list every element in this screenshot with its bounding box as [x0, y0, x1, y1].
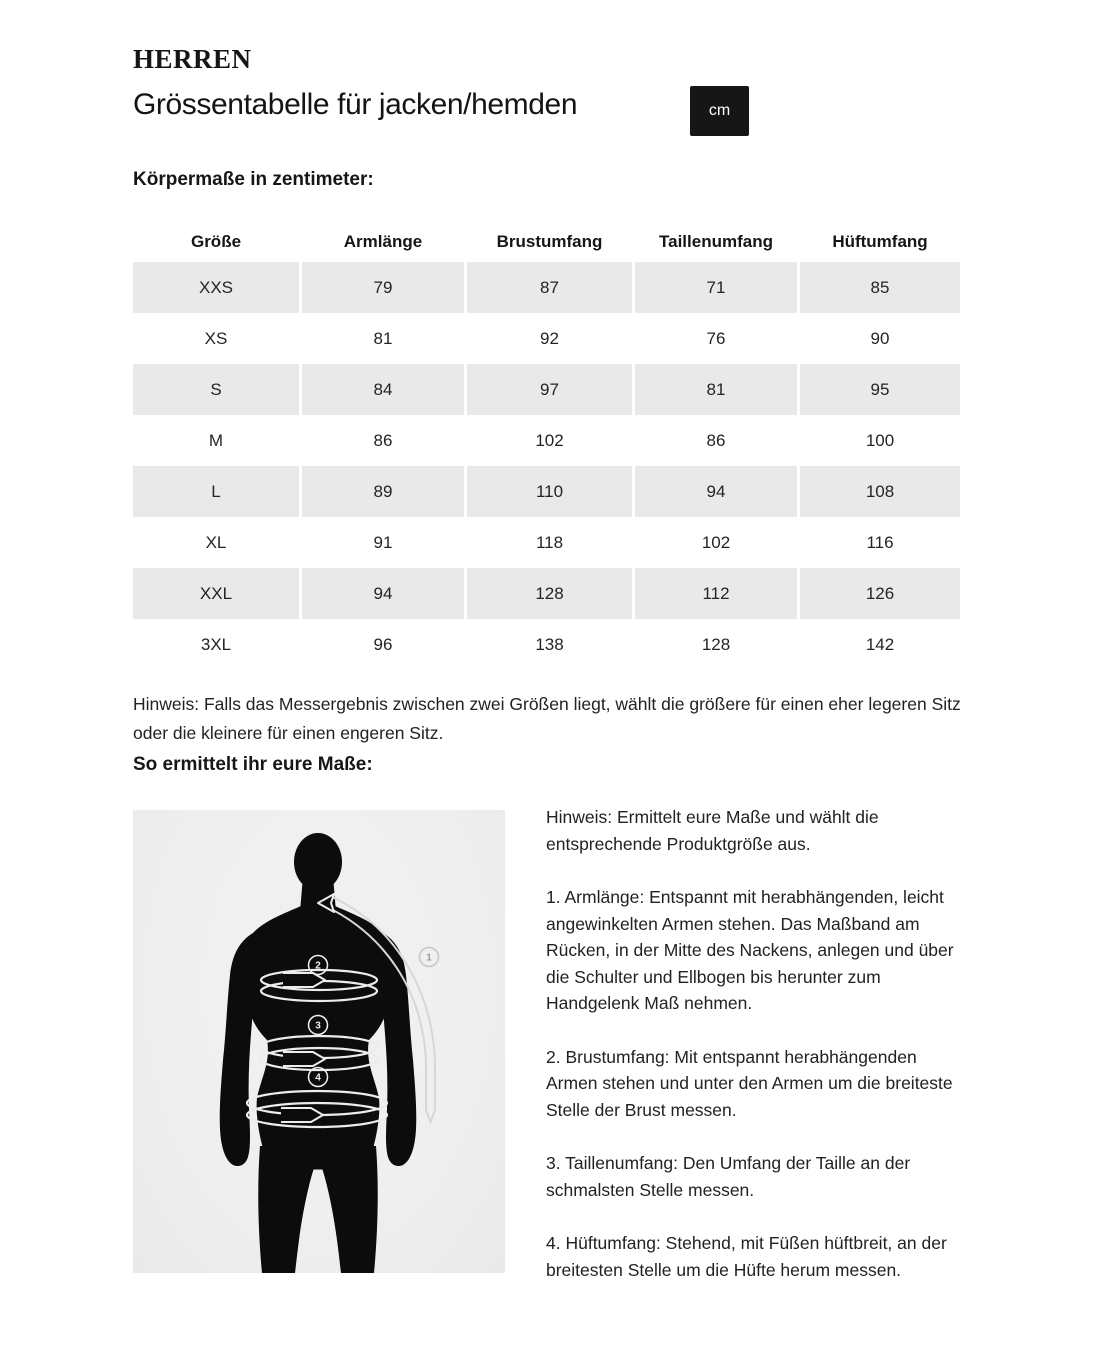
size-label: XXS [133, 262, 299, 313]
body-silhouette [220, 833, 417, 1273]
waist-value: 102 [701, 532, 731, 552]
waist-value: 71 [635, 262, 797, 313]
instruction-step-arm-length: 1. Armlänge: Entspannt mit herabhängenden, leicht angewinkelten Armen stehen. Das Maßband am Rücken, in der Mitte des Nackens, anlegen und über die Schulter und Ellbogen bis herunter zum Handgelenk Maß nehmen. [546, 887, 954, 1013]
table-row-l [133, 466, 961, 517]
marker-3-label: 3 [315, 1020, 321, 1032]
waist-value: 86 [706, 430, 726, 450]
chest-value: 138 [535, 634, 564, 654]
chest-value: 92 [540, 328, 559, 348]
size-label: L [133, 466, 299, 517]
sizing-note: Hinweis: Falls das Messergebnis zwischen zwei Größen liegt, wählt die größere für einen eher legeren Sitz oder die kleinere für einen engeren Sitz. [133, 694, 961, 743]
column-header-chest: Brustumfang [496, 232, 603, 251]
instruction-step-chest: 2. Brustumfang: Mit entspannt herabhängenden Armen stehen und unter den Armen um die breiteste Stelle der Brust messen. [546, 1046, 953, 1120]
size-table-header-row [133, 222, 961, 262]
size-label: XL [205, 532, 227, 552]
size-table [133, 222, 961, 670]
size-label: S [133, 364, 299, 415]
arm-length-value: 96 [373, 634, 393, 654]
measurement-figure [133, 810, 505, 1273]
hip-value: 142 [865, 634, 895, 654]
instructions-intro: Hinweis: Ermittelt eure Maße und wählt die entsprechende Produktgröße aus. [546, 807, 879, 854]
waist-value: 94 [635, 466, 797, 517]
arm-length-value: 89 [302, 466, 464, 517]
arm-length-value: 94 [302, 568, 464, 619]
table-row-m [133, 415, 961, 466]
arm-length-value: 81 [373, 328, 393, 348]
size-label: M [208, 430, 224, 450]
how-to-measure-heading: So ermittelt ihr eure Maße: [133, 754, 373, 775]
hip-value: 100 [865, 430, 895, 450]
hip-value: 116 [866, 532, 894, 552]
table-row-xs [133, 313, 961, 364]
hip-value: 108 [800, 466, 960, 517]
arm-length-value: 91 [373, 532, 393, 552]
chest-value: 118 [535, 532, 564, 552]
size-label: 3XL [200, 634, 232, 654]
marker-4-label: 4 [315, 1072, 321, 1084]
chest-value: 102 [535, 430, 564, 450]
arm-length-value: 79 [302, 262, 464, 313]
waist-value: 128 [701, 634, 731, 654]
size-label: XS [204, 328, 228, 348]
marker-2-label: 2 [315, 960, 321, 972]
chest-value: 128 [467, 568, 632, 619]
hip-value: 95 [800, 364, 960, 415]
waist-value: 81 [635, 364, 797, 415]
unit-toggle-cm-button[interactable]: cm [690, 86, 749, 136]
column-header-size: Größe [190, 232, 242, 251]
column-header-hip: Hüftumfang [832, 232, 928, 251]
hip-value: 90 [870, 328, 890, 348]
waist-value: 76 [706, 328, 726, 348]
arm-length-value: 86 [373, 430, 393, 450]
page-title: Grössentabelle für jacken/hemden [133, 88, 578, 121]
arm-length-value: 84 [302, 364, 464, 415]
table-row-xl [133, 517, 961, 568]
instruction-step-hip: 4. Hüftumfang: Stehend, mit Füßen hüftbreit, an der breitesten Stelle um die Hüfte herum messen. [546, 1233, 947, 1280]
body-measurements-heading: Körpermaße in zentimeter: [133, 169, 374, 190]
hip-value: 126 [800, 568, 960, 619]
section-eyebrow: HERREN [133, 44, 252, 74]
body-silhouette-illustration [133, 810, 505, 1273]
chest-value: 97 [467, 364, 632, 415]
table-row-s [133, 364, 961, 415]
table-row-3xl [133, 619, 961, 670]
chest-value: 87 [467, 262, 632, 313]
chest-value: 110 [467, 466, 632, 517]
instruction-step-waist: 3. Taillenumfang: Den Umfang der Taille an der schmalsten Stelle messen. [546, 1153, 911, 1200]
hip-value: 85 [800, 262, 960, 313]
marker-1-label: 1 [426, 952, 432, 964]
waist-value: 112 [635, 568, 797, 619]
column-header-waist: Taillenumfang [659, 232, 773, 251]
measurement-instructions [546, 804, 962, 1310]
size-label: XXL [133, 568, 299, 619]
column-header-arm-length: Armlänge [343, 232, 423, 251]
table-row-xxl [133, 568, 961, 619]
table-row-xxs [133, 262, 961, 313]
